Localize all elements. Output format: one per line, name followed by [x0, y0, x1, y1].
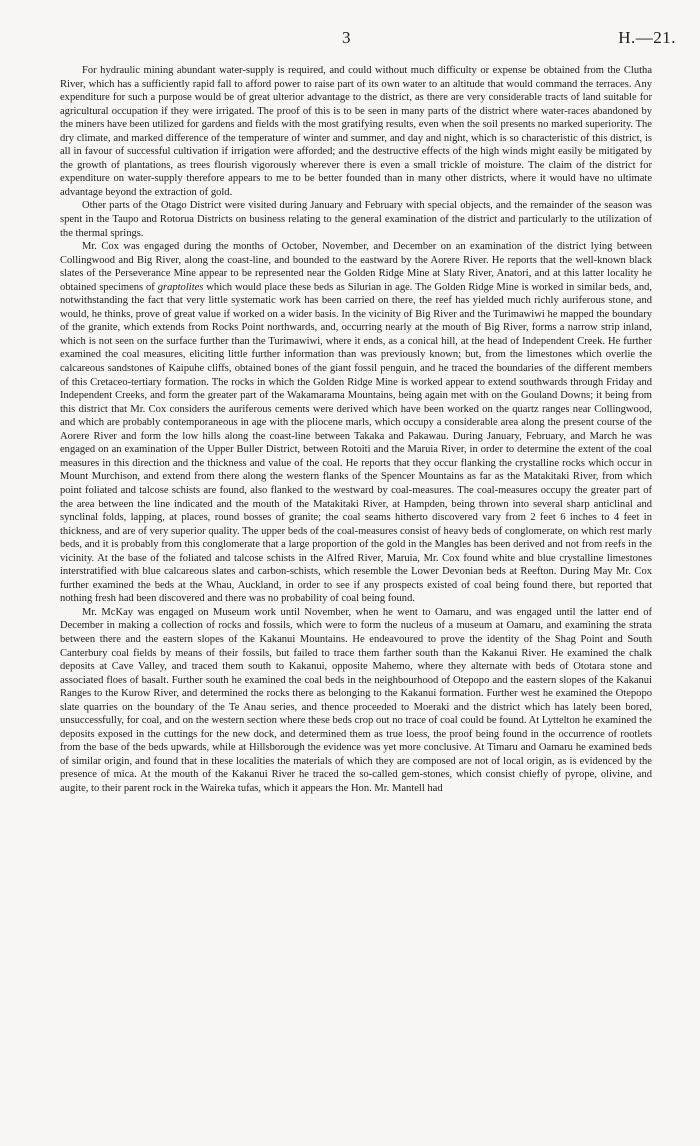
page-header: [0, 28, 700, 50]
paragraph-hydraulic-mining: For hydraulic mining abundant water-supply is required, and could without much difficulty or expense be obtained from the Clutha River, which has a sufficiently rapid fall to afford power to raise part of its own water to an altitude that would command the terraces. Any expenditure for such a purpose would be of great ulterior advantage to the district, as there are very considerable tracts of land suitable for agricultural occupation if they were irrigated. The proof of this is to be seen in many parts of the district where water-races abandoned by the miners have been utilized for gardens and fields with the most gratifying results, even when the soil presents no marked superiority. The dry climate, and marked difference of the temperature of winter and summer, and day and night, which is so characteristic of this district, is all in favour of successful cultivation if irrigation were afforded; and the destructive effects of the high winds might easily be mitigated by the growth of plantations, as trees flourish vigorously wherever there is even a small trickle of moisture. The claim of the district for expenditure on water-supply therefore appears to me to be better founded than in many other districts, where it would have no ultimate advantage beyond the extraction of gold.: [60, 65, 652, 198]
paragraph-mr-mckay: Mr. McKay was engaged on Museum work until November, when he went to Oamaru, and was engaged until the latter end of December in making a collection of rocks and fossils, which were to form the nucleus of a museum at Oamaru, and examining the strata between there and the eastern slopes of the Kakanui Mountains. He endeavoured to prove the identity of the Shag Point and South Canterbury coal fields by means of their fossils, but failed to trace them farther south than the Kakanui River. He examined the chalk deposits at Cave Valley, and traced them south to Kakanui, opposite Mahemo, where they alternate with beds of Ototara stone and associated floes of basalt. Further south he examined the coal beds in the neighbourhood of Otepopo and the eastern slopes of the Kakanui Ranges to the Kurow River, and determined the rocks there as belonging to the Kakanui formation. Further west he examined the Otepopo slate quarries on the boundary of the Te Anau series, and thence proceeded to Moeraki and the district which has lately been bored, unsuccessfully, for coal, and on the western section where these beds crop out no trace of coal could be found. At Lyttelton he examined the deposits exposed in the cuttings for the new dock, and determined them as true loess, the proof being found in the occurrence of rootlets from the base of the beds upwards, while at Hillsborough the evidence was yet more conclusive. At Timaru and Oamaru he examined beds of similar origin, and found that in these localities the materials of which they are composed are not of local origin, as is evidenced by the presence of mica. At the mouth of the Kakanui River he traced the so-called gem-stones, which consist chiefly of pyrope, olivine, and augite, to their parent rock in the Waireka tufas, which it appears the Hon. Mr. Mantell had: [60, 606, 652, 794]
document-reference: H.—21.: [618, 28, 676, 47]
paragraph-mr-cox: Mr. Cox was engaged during the months of October, November, and December on an examination of the district lying between Collingwood and Big River, along the coast-line, and bounded to the eastward by the Aorere River. He reports that the well-known black slates of the Perseverance Mine appear to be represented near the Golden Ridge Mine at Slaty River, Anatori, and at this latter locality he obtained specimens of graptolites which would place these beds as Silurian in age. The Golden Ridge Mine is worked in similar beds, and, notwithstanding the fact that very little systematic work has been carried on there, the reef has yielded much richly auriferous stone, and would, he thinks, prove of great value if worked on a wider basis. In the vicinity of Big River and the Turimawiwi he mapped the boundary of the granite, which extends from Rocks Point northwards, and, occurring nearly at the mouth of Big River, forms a narrow strip inland, which is not seen on the surface further than the Turimawiwi, where it ends, as a conical hill, at the head of Independent Creek. He further examined the coal measures, eliciting little further information than was previously known; but, from the limestones which overlie the calcareous sandstones of Kaipuhe cliffs, obtained bones of the giant fossil penguin, and he traced the boundaries of the different members of this Cretaceo-tertiary formation. The rocks in which the Golden Ridge Mine is worked appear to extend southwards through Friday and Independent Creeks, and form the greater part of the Wakamarama Mountains, being again met with on the Gouland Downs; it being from this district that Mr. Cox considers the auriferous cements were derived which have been worked on the quartz ranges near Collingwood, and which are probably contemporaneous in age with the pliocene marls, which occupy a considerable area along the present course of the Aorere River and form the low hills along the coast-line between Takaka and Pakawau. During January, February, and March he was engaged on an examination of the Upper Buller District, between Rotoiti and the Maruia River, in order to determine the extent of the coal measures in this direction and the thickness and value of the coal. He reports that they occur flanking the crystalline rocks which occur in Mount Murchison, and extend from there along the western flanks of the Spencer Mountains as far as the Matakitaki River, from which point foliated and talcose schists are found, also flanked to the westward by coal-measures. The coal-measures occupy the greater part of the area between the line indicated and the mouth of the Matakitaki River, at Hampden, being thrown into several sharp anticlinal and synclinal folds, lapping, at places, round bosses of granite; the coal seams hitherto discovered vary from 2 feet 6 inches to 4 feet in thickness, and are of very superior quality. The upper beds of the coal-measures consist of heavy beds of conglomerate, on which rest marly beds, and it is probably from this conglomerate that a large proportion of the gold in the Mangles has been derived and not from reefs in the vicinity. At the base of the foliated and talcose schists in the Alfred River, Maruia, Mr. Cox found white and blue crystalline limestones interstratified with blue calcareous slates and carbon-schists, which resemble the Lower Devonian beds at Reefton. During May Mr. Cox further examined the beds at the Whau, Auckland, in order to see if any prospects existed of coal being found there, but reported that nothing fresh had been discovered and there was no probability of coal being found.: [60, 241, 652, 605]
page-number: 3: [342, 28, 351, 47]
italic-term: graptolites: [157, 281, 204, 293]
report-body: [60, 64, 652, 796]
paragraph-otago-visits: Other parts of the Otago District were visited during January and February with special objects, and the remainder of the season was spent in the Taupo and Rotorua Districts on business relating to the general examination of the district and particularly to the utilization of the thermal springs.: [60, 200, 652, 239]
